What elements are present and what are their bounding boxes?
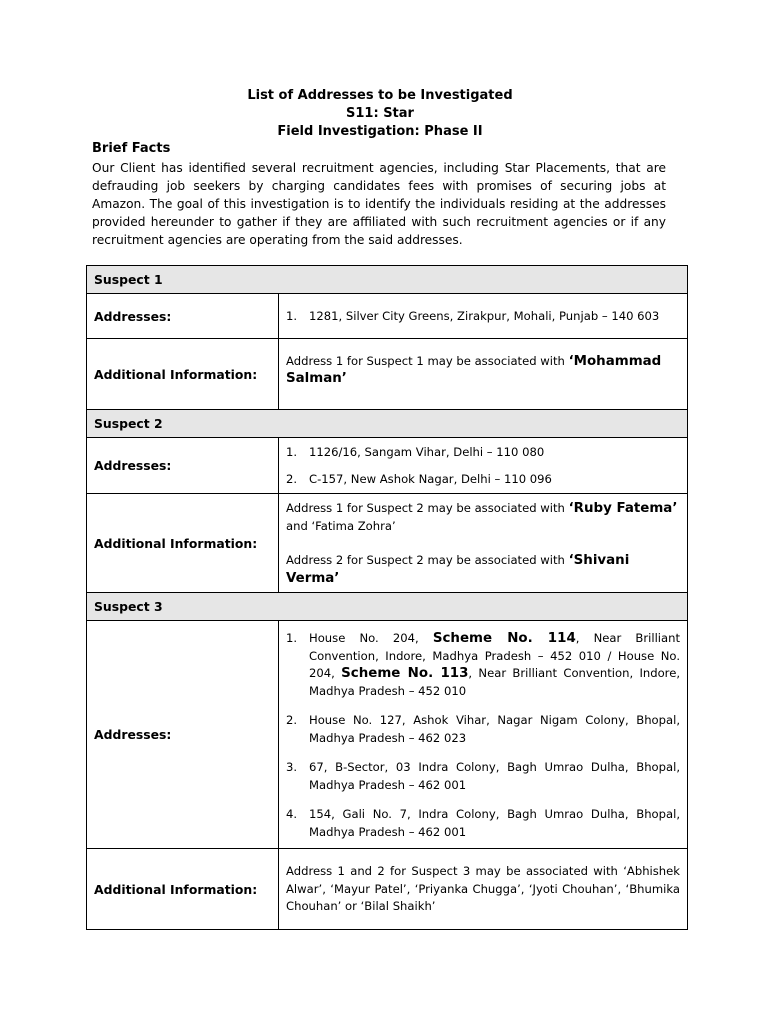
associated-names: ‘Mohammad Salman’	[286, 353, 662, 386]
address-text: 67, B-Sector, 03 Indra Colony, Bagh Umrao Dulha, Bhopal, Madhya Pradesh – 462 001	[309, 760, 681, 792]
suspect-3-header-row	[87, 593, 688, 621]
suspect-2-title: Suspect 2	[87, 410, 688, 438]
suspect-1-info	[279, 339, 688, 410]
info-text: and ‘Fatima Zohra’	[286, 518, 396, 533]
info-paragraph	[286, 353, 680, 388]
scheme-number: Scheme No. 113	[341, 666, 469, 681]
address-number: 1.	[286, 445, 298, 459]
address-item	[286, 759, 680, 794]
address-item	[286, 471, 680, 489]
suspect-2-header-row	[87, 410, 688, 438]
addresses-label: Addresses:	[87, 438, 279, 494]
title-line-2: S11: Star	[346, 106, 414, 121]
address-text: House No. 127, Ashok Vihar, Nagar Nigam Colony, Bhopal, Madhya Pradesh – 462 023	[309, 713, 681, 745]
suspect-1-title: Suspect 1	[87, 266, 688, 294]
brief-facts-heading: Brief Facts	[92, 141, 171, 156]
address-item	[286, 444, 680, 462]
address-text: 1126/16, Sangam Vihar, Delhi – 110 080	[309, 445, 545, 459]
suspect-3-addresses	[279, 621, 688, 849]
info-paragraph	[286, 552, 680, 587]
suspect-3-title: Suspect 3	[87, 593, 688, 621]
address-text: House No. 204, Scheme No. 114, Near Brilliant Convention, Indore, Madhya Pradesh – 452 010 / House No. 204, Scheme No. 113, Near Brilliant Convention, Indore, Madhya Pradesh – 452 010	[309, 631, 681, 698]
address-number: 2.	[286, 713, 298, 727]
suspect-2-addresses-row	[87, 438, 688, 494]
additional-information-label: Additional Information:	[87, 494, 279, 593]
suspect-1-info-row	[87, 339, 688, 410]
suspect-2-info	[279, 494, 688, 593]
document-title	[0, 87, 760, 141]
address-text: C-157, New Ashok Nagar, Delhi – 110 096	[309, 471, 552, 486]
addresses-label: Addresses:	[87, 621, 279, 849]
suspect-3-addresses-row	[87, 621, 688, 849]
info-paragraph	[286, 500, 680, 535]
address-number: 3.	[286, 760, 298, 774]
brief-facts-body: Our Client has identified several recruitment agencies, including Star Placements, that are defrauding job seekers by charging candidates fees with promises of securing jobs at Amazon. The goal of this investigation is to identify the individuals residing at the addresses provided hereunder to gather if they are affiliated with such recruitment agencies or if any recruitment agencies are operating from the said addresses.	[92, 161, 666, 247]
address-item	[286, 630, 680, 700]
address-text: 1281, Silver City Greens, Zirakpur, Mohali, Punjab – 140 603	[309, 308, 660, 323]
suspect-1-header-row	[87, 266, 688, 294]
additional-information-label: Additional Information:	[87, 849, 279, 930]
associated-names: ‘Shivani Verma’	[286, 553, 630, 586]
title-line-1: List of Addresses to be Investigated	[247, 88, 513, 103]
suspect-table	[86, 265, 688, 930]
suspect-1-addresses-row	[87, 294, 688, 339]
scheme-number: Scheme No. 114	[432, 631, 576, 646]
address-number: 4.	[286, 807, 298, 821]
info-text: Address 2 for Suspect 2 may be associated with	[286, 553, 569, 567]
suspect-2-info-row	[87, 494, 688, 593]
address-number: 1.	[286, 631, 298, 645]
address-item	[286, 308, 680, 326]
associated-names: ‘Ruby Fatema’	[568, 501, 678, 516]
address-text: 154, Gali No. 7, Indra Colony, Bagh Umrao Dulha, Bhopal, Madhya Pradesh – 462 001	[309, 807, 681, 839]
addresses-label: Addresses:	[87, 294, 279, 339]
suspect-3-info	[279, 849, 688, 930]
address-item	[286, 712, 680, 747]
suspect-3-info-row	[87, 849, 688, 930]
info-paragraph: Address 1 and 2 for Suspect 3 may be associated with ‘Abhishek Alwar’, ‘Mayur Patel’, ‘Priyanka Chugga’, ‘Jyoti Chouhan’, ‘Bhumika Chouhan’ or ‘Bilal Shaikh’	[286, 864, 681, 914]
address-number: 1.	[286, 308, 298, 323]
suspect-2-addresses	[279, 438, 688, 494]
address-item	[286, 806, 680, 841]
additional-information-label: Additional Information:	[87, 339, 279, 410]
suspect-1-addresses	[279, 294, 688, 339]
title-line-3: Field Investigation: Phase II	[277, 124, 483, 139]
info-text: Address 1 for Suspect 2 may be associated with	[286, 501, 569, 515]
address-number: 2.	[286, 471, 298, 486]
info-text: Address 1 for Suspect 1 may be associated with	[286, 353, 569, 368]
